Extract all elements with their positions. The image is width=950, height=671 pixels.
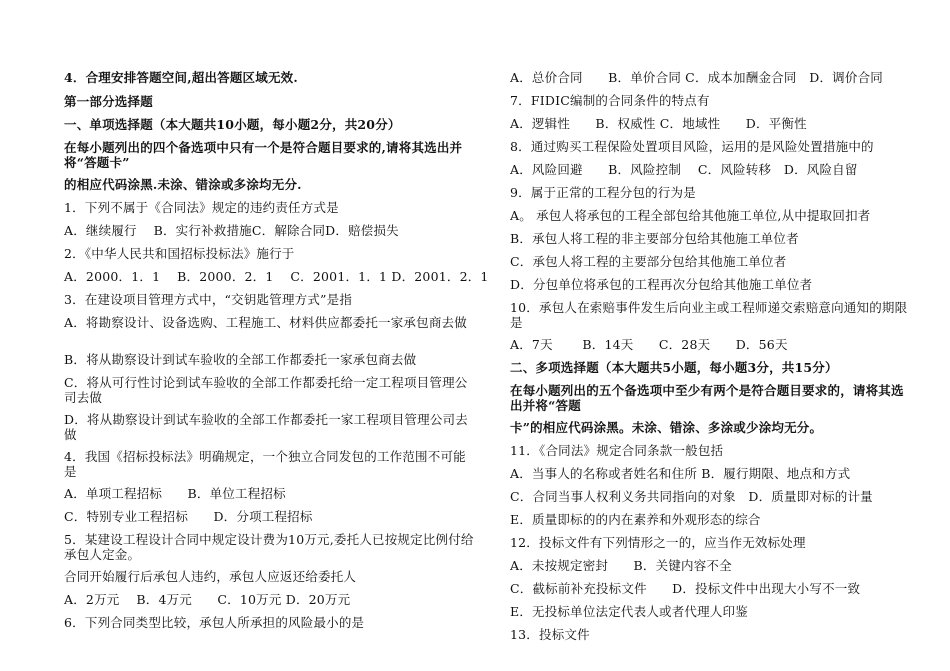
text-line: A．2000．1．1 B．2000．2．1 C．2001．1．1 D．2001．2．1 — [64, 269, 489, 284]
text-line: C．将从可行性讨论到试车验收的全部工作都委托给一定工程项目管理公司去做 — [64, 375, 468, 405]
text-line: C．合同当事人权利义务共同指向的对象 D．质量即对标的计量 — [510, 489, 873, 504]
text-line: B．承包人将工程的非主要部分包给其他施工单位者 — [510, 231, 799, 246]
text-line: C．截标前补充投标文件 D．投标文件中出现大小写不一致 — [510, 581, 861, 596]
text-line: A．当事人的名称或者姓名和住所 B．履行期限、地点和方式 — [510, 466, 851, 481]
text-line: 7．FIDIC编制的合同条件的特点有 — [510, 93, 710, 108]
text-line: 11．《合同法》规定合同条款一般包括 — [510, 443, 724, 458]
text-line: A．单项工程招标 B．单位工程招标 — [64, 486, 286, 501]
text-line: 第一部分选择题 — [64, 94, 153, 109]
text-line: 4．我国《招标投标法》明确规定，一个独立合同发包的工作范围不可能是 — [64, 449, 466, 479]
text-line: A．2万元 B．4万元 C．10万元 D．20万元 — [64, 592, 351, 607]
text-line: A．总价合同 B．单价合同 C．成本加酬金合同 D．调价合同 — [510, 70, 883, 85]
text-line: B．将从勘察设计到试车验收的全部工作都委托一家承包商去做 — [64, 352, 417, 367]
text-line: A．逻辑性 B．权威性 C．地域性 D．平衡性 — [510, 116, 807, 131]
text-line: 3．在建设项目管理方式中，“交钥匙管理方式”是指 — [64, 292, 353, 307]
text-line: D．将从勘察设计到试车验收的全部工作都委托一家工程项目管理公司去做 — [64, 412, 468, 442]
text-line: 在每小题列出的四个备选项中只有一个是符合题目要求的,请将其选出并将“答题卡” — [64, 140, 463, 170]
text-line: 在每小题列出的五个备选项中至少有两个是符合题目要求的，请将其选出并将“答题 — [510, 383, 904, 413]
text-line: 13．投标文件 — [510, 627, 590, 642]
text-line: C．承包人将工程的主要部分包给其他施工单位者 — [510, 254, 787, 269]
text-line: 10．承包人在索赔事件发生后向业主或工程师递交索赔意向通知的期限是 — [510, 300, 908, 330]
text-line: 8．通过购买工程保险处置项目风险，运用的是风险处置措施中的 — [510, 139, 874, 154]
text-line: E．质量即标的的内在素养和外观形态的综合 — [510, 512, 761, 527]
text-line: 2．《中华人民共和国招标投标法》施行于 — [64, 246, 295, 261]
text-line: 的相应代码涂黑.未涂、错涂或多涂均无分. — [64, 177, 302, 192]
text-line: E．无投标单位法定代表人或者代理人印鉴 — [510, 604, 748, 619]
text-line: A．将勘察设计、设备选购、工程施工、材料供应都委托一家承包商去做 — [64, 315, 467, 330]
text-line: A．未按规定密封 B．关键内容不全 — [510, 558, 732, 573]
text-line: 合同开始履行后承包人违约，承包人应返还给委托人 — [64, 569, 357, 584]
text-line: A．风险回避 B．风险控制 C．风险转移 D．风险自留 — [510, 162, 858, 177]
text-line: 12．投标文件有下列情形之一的，应当作无效标处理 — [510, 535, 806, 550]
text-line: 卡”的相应代码涂黑。未涂、错涂、多涂或少涂均无分。 — [510, 420, 823, 435]
text-line: A．7天 B．14天 C．28天 D．56天 — [510, 337, 788, 352]
text-line: D．分包单位将承包的工程再次分包给其他施工单位者 — [510, 277, 813, 292]
text-line: C．特别专业工程招标 D．分项工程招标 — [64, 509, 313, 524]
text-line: A。 承包人将承包的工程全部包给其他施工单位,从中提取回扣者 — [510, 208, 871, 223]
text-line: 1．下列不属于《合同法》规定的违约责任方式是 — [64, 200, 339, 215]
text-line: 5．某建设工程设计合同中规定设计费为10万元,委托人已按规定比例付给承包人定金。 — [64, 532, 474, 562]
text-line: 9．属于正常的工程分包的行为是 — [510, 185, 696, 200]
text-line: 二、多项选择题（本大题共5小题，每小题3分，共15分） — [510, 360, 838, 375]
text-line: A．继续履行 B．实行补救措施C．解除合同D．赔偿损失 — [64, 223, 399, 238]
text-line: 4．合理安排答题空间,超出答题区域无效. — [64, 70, 298, 85]
text-line: 一、单项选择题（本大题共10小题，每小题2分，共20分） — [64, 117, 401, 132]
text-line: 6．下列合同类型比较，承包人所承担的风险最小的是 — [64, 615, 365, 630]
